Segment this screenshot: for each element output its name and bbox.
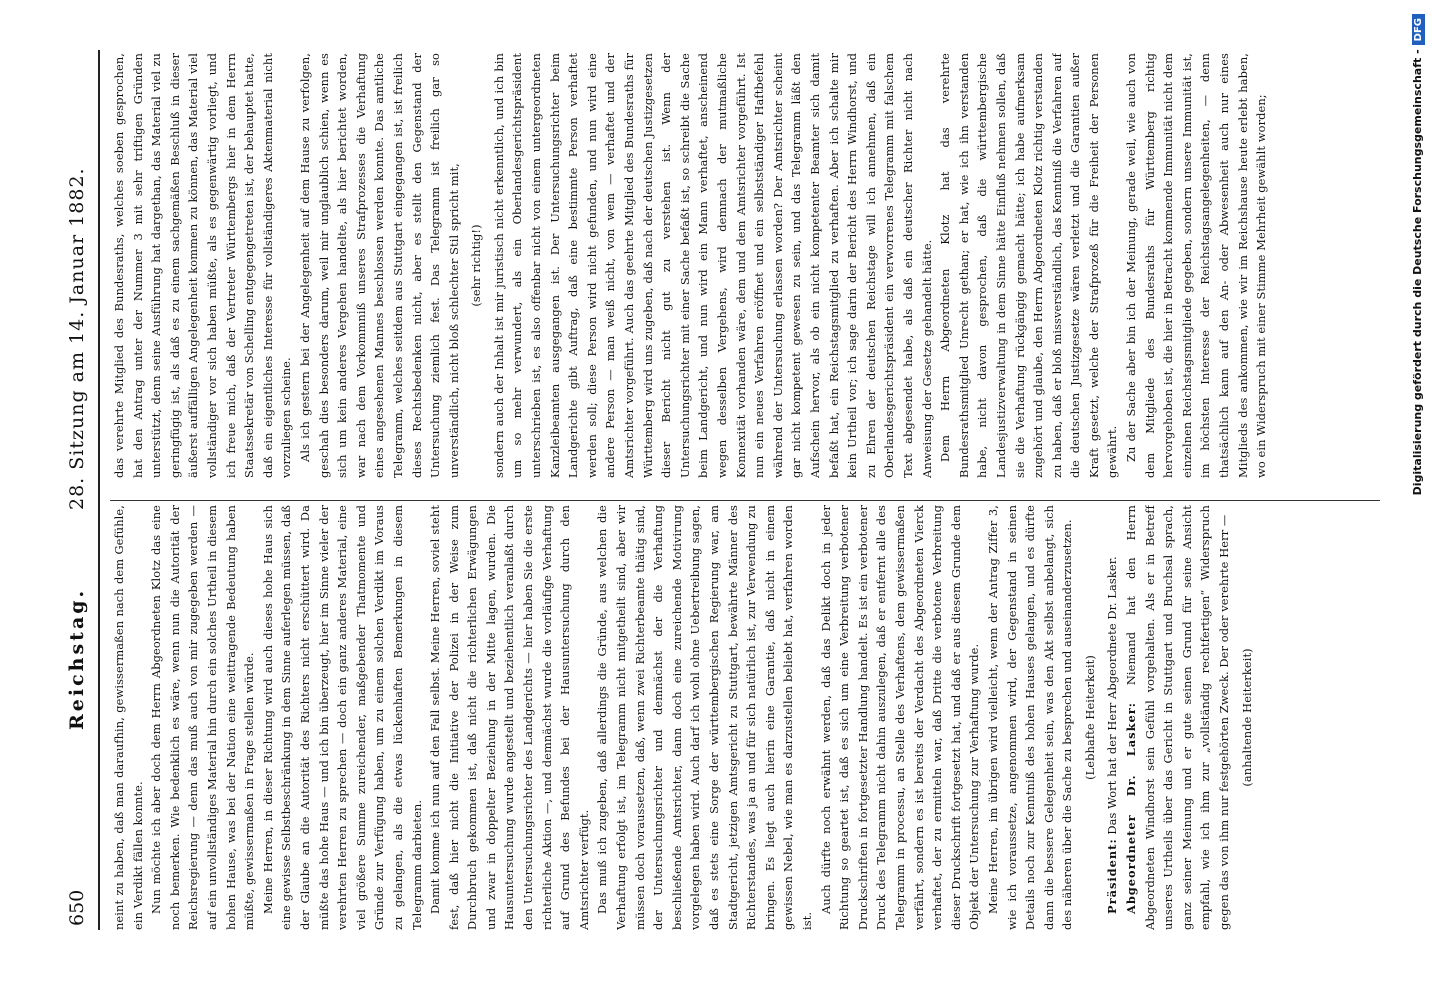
speaker-text: Niemand hat den Herrn Abgeordneten Windhorst sein Gefühl vorgehalten. Als er in Betreff unseres Urtheils über das Gericht in Stuttgart und Bruchsal sprach, ganz seiner Meinung und er gute seinen Grund für seine Ansicht empfahl, wie ich ihm zur „vollständig rechtfertigen“ Widerspruch gegen das von ihm nur festgehörten Zweck. Der oder verehrte Herr — bbox=[1124, 505, 1232, 930]
column-divider bbox=[110, 500, 1380, 501]
applause-note: (Lebhafte Heiterkeit) bbox=[1082, 655, 1097, 780]
rotated-document-page bbox=[28, 0, 1406, 1000]
paragraph: Meine Herren, im übrigen wird vielleicht, wenn der Antrag Ziffer 3, wie ich voraussetze, angenommen wird, der Gegenstand in seinen Details noch zur Kenntniß des hohen Hauses gelangen, und es dürfte dann die bessere Gelegenheit sein, was den Akt selbst anbelangt, sich des näheren über die Sache zu besprechen und auseinanderzusetzen. bbox=[985, 505, 1075, 930]
speaker-label: Abgeordneter Dr. Lasker: bbox=[1124, 702, 1139, 914]
stamp-text bbox=[1404, 0, 1432, 1000]
paragraph: Als ich gestern bei der Angelegenheit auf dem Hause zu verfolgen, geschah dies besonders darum, weil mir unglaublich schien, wenn es sich um kein anderes Vergehen handelte, als hier berichtet worden, war nach dem Vorkommniß unseres Strafprozesses die Verhaftung eines angesehenen Mannes beschlossen werden konnte. Das amtliche Telegramm, welches seitdem aus Stuttgart eingegangen ist, ist freilich dieses Rechtsbedenken nicht, aber es stellt den Gegenstand der Untersuchung ziemlich fest. Das Telegramm ist freilich gar so unverständlich, nicht bloß schlechter Stil spricht mit, bbox=[297, 53, 461, 478]
right-column bbox=[110, 53, 1380, 478]
digitization-stamp bbox=[1404, 0, 1432, 1000]
header-session: 28. Sitzung am 14. Januar 1882. bbox=[66, 167, 88, 510]
dfg-badge: DFG bbox=[1412, 14, 1425, 45]
left-column bbox=[110, 505, 1380, 930]
header-title: Reichstag. bbox=[66, 587, 88, 730]
applause-note: (sehr richtig!) bbox=[469, 224, 484, 307]
paragraph: Das muß ich zugeben, daß allerdings die Gründe, aus welchen die Verhaftung erfolgt ist, im Telegramm nicht mitgetheilt sind, aber wir müssen doch voraussetzen, daß, wenn zwei Richterbeamte thätig sind, der Untersuchungsrichter und demnächst der die Verhaftung beschließende Amtsrichter, dann doch eine zureichende Motivirung vorgelegen haben wird. Auch darf ich wohl ohne Uebertreibung sagen, daß es stets eine Sorge der württembergischen Regierung war, am Stadtgericht, jetzigen Amtsgericht zu Stuttgart, bewährte Männer des Richterstandes, was ja an und für sich natürlich ist, zur Verwendung zu bringen. Es liegt auch hierin eine Garantie, daß nicht in einem gewissen Nebel, wie man es darzustellen beliebt hat, verfahren worden ist. bbox=[595, 505, 814, 930]
paragraph: das verehrte Mitglied des Bundesraths, welches soeben gesprochen, hat den Antrag unter der Nummer 3 mit sehr triftigen Gründen unterstützt, denn seine Ausführung hat dargethan, das Material viel zu geringfügig ist, als daß es zu einem sachgemäßen Beschluß in dieser äußerst auffälligen Angelegenheit kommen zu können, das Material viel vollständiger vor sich haben müßte, als es gegenwärtig vorliegt, und ich freue mich, daß der Vertreter Württembergs hier in dem Herrn Staatssekretär von Schelling entgegengetreten ist, der behauptet hatte, daß ein eigentliches Interesse für vollständigeres Aktenmaterial nicht vorzuliegen scheine. bbox=[112, 53, 294, 478]
paragraph: Dem Herrn Abgeordneten Klotz hat das verehrte Bundesrathsmitglied Unrecht gethan; er hat, wie ich ihn verstanden habe, nicht davon gesprochen, daß die württembergische Landesjustizverwaltung in dem Sinne hätte Einfluß nehmen sollen, daß sie die Verhaftung rückgängig gemacht hätte; ich habe aufmerksam zugehört und glaube, den Herrn Abgeordneten Klotz richtig verstanden zu haben, daß er bloß missverständlich, das Kenntniß die Verfahren auf die deutschen Justizgesetze wären verletzt und die Garantien außer Kraft gesetzt, welche der Strafprozeß für die Freiheit der Personen gewährt. bbox=[938, 53, 1120, 478]
paragraph: neint zu haben, daß man daraufhin, gewissermaßen nach dem Gefühle, ein Verdikt fällen konnte. bbox=[112, 505, 145, 930]
president-text: Das Wort hat der Herr Abgeordnete Dr. Lasker. bbox=[1105, 556, 1120, 835]
president-label: Präsident: bbox=[1105, 838, 1120, 914]
stamp-caption: Digitalisierung gefördert durch die Deutsche Forschungsgemeinschaft - bbox=[1411, 49, 1424, 496]
closing-note: (anhaltende Heiterkeit) bbox=[1239, 648, 1254, 787]
paragraph: Nun möchte ich aber doch dem Herrn Abgeordneten Klotz das eine noch bemerken. Wie bedenklich es wäre, wenn nun die Autorität der Reichsregierung — denn das muß auch von mir zugegeben werden — auf ein unvollständiges Material hin durch ein solches Urtheil in diesem hohen Hause, was bei der Nation eine weittragende Bedeutung haben müßte, gewissermaßen in Frage stellen würde. bbox=[149, 505, 257, 930]
page-number: 650 bbox=[66, 889, 88, 926]
paragraph: Zu der Sache aber bin ich der Meinung, gerade weil, wie auch von dem Mitgliede des Bundesraths für Württemberg richtig hervorgehoben ist, die hier in Betracht kommende Immunität nicht dem einzelnen Reichstagsmitgliede gegeben, sondern unsere Immunität ist, im höchsten Interesse der Reichstagsangelegenheiten, — denn thatsächlich kann auf den An- oder Abwesenheit auch nur eines Mitglieds des ankommen, wie wir im Reichshause heute erlebt haben, wo ein Widerspruch mit einer Stimme Mehrheit gewählt worden; bbox=[1124, 53, 1269, 478]
paragraph: Damit komme ich nun auf den Fall selbst. Meine Herren, soviel steht fest, daß hier nicht die Initiative der Polizei in der Weise zum Durchbruch gekommen ist, daß nicht die richterlichen Erwägungen und zwar in doppelter Beziehung in der Mitte lagen, wurden. Die Hausuntersuchung wurde angestellt und beziehentlich veranlaßt durch den Untersuchungsrichter des Landgerichts — hier haben Sie die erste richterliche Aktion —, und demnächst wurde die vorläufige Verhaftung auf Grund des Befundes bei der Hausuntersuchung durch den Amtsrichter verfügt. bbox=[428, 505, 591, 930]
paragraph: Auch dürfte noch erwähnt werden, daß das Delikt doch in jeder Richtung so geartet ist, daß es sich um eine Verbreitung verbotener Druckschriften in fortgesetzter Handlung handelt. Es ist ein verbotener Druck des Telegramm nicht dahin auszulegen, daß er entfernt alle des Telegramm in processu, an Stelle des Verhaftens, dem gewissermaßen verfährt, sondern es ist bereits der Verdacht des Abgeordneten Vierck verhaftet, der zu ermitteln war, daß Dritte die verbotene Verbreitung dieser Druckschrift fortgesetzt hat, und daß er aus diesem Grunde dem Objekt der Untersuchung zur Verhaftung wurde. bbox=[818, 505, 982, 930]
paragraph: sondern auch der Inhalt ist mir juristisch nicht erkenntlich, und ich bin um so mehr verwundert, als ein Oberlandesgerichtspräsident unterschrieben ist, es also offenbar nicht von einem untergeordneten Kanzleibeamten ausgegangen ist. Der Untersuchungsrichter beim Landgerichte gibt Auftrag, daß eine bestimmte Person verhaftet werden soll; diese Person wird nicht gefunden, und nun wird eine andere Person — man weiß nicht, von wem — verhaftet und der Amtsrichter vorgeführt. Auch das geehrte Mitglied des Bundesraths für Württemberg wird uns zugeben, daß nach der deutschen Justizgesetzen dieser Bericht nicht gut zu verstehen ist. Wenn der Untersuchungsrichter mit einer Sache befaßt ist, so schreibt die Sache beim Landgericht, und nun wird ein Mann verhaftet, anscheinend wegen desselben Vergehens, wird demnach der mutmaßliche Konnexität vorhanden wäre, dem und dem Amtsrichter vorgeführt. Ist nun ein neues Verfahren eröffnet und ein selbstständiger Haftbefehl während der Untersuchung erlassen worden? Der Amtsrichter scheint gar nicht kompetent gewesen zu sein, und das Telegramm läßt den Aufschein hervor, als ob ein nicht kompetenter Beamter sich damit befaßt hat, ein Reichstagsmitglied zu verhaften. Aber ich schalte mir kein Urtheil vor; ich sage darin der Bericht des Herrn Windhorst, und zu Ehren der deutschen Reichstage will ich annehmen, daß ein Oberlandesgerichtspräsident ein verworrenes Telegramm mit falschem Text abgesendet habe, als daß ein deutscher Richter nicht nach Anweisung der Gesetze gehandelt hätte. bbox=[491, 53, 934, 478]
page-header bbox=[64, 50, 100, 930]
paragraph: Meine Herren, in dieser Richtung wird auch dieses hohe Haus sich eine gewisse Selbstbeschränkung in dem Sinne auferlegen müssen, daß der Glaube an die Autorität des Richters nicht erschüttert wird. Da müßte das hohe Haus — und ich bin überzeugt, hier im Sinne vieler der verehrten Herren zu sprechen — doch ein ganz anderes Material, eine viel größere Summe zureichender, maßgebender Thatmomente und Gründe zur Verfügung haben, um zu einem solchen Verdikt im Voraus zu gelangen, als die etwas lückenhaften Bemerkungen in diesem Telegramm darbieten. bbox=[260, 505, 424, 930]
